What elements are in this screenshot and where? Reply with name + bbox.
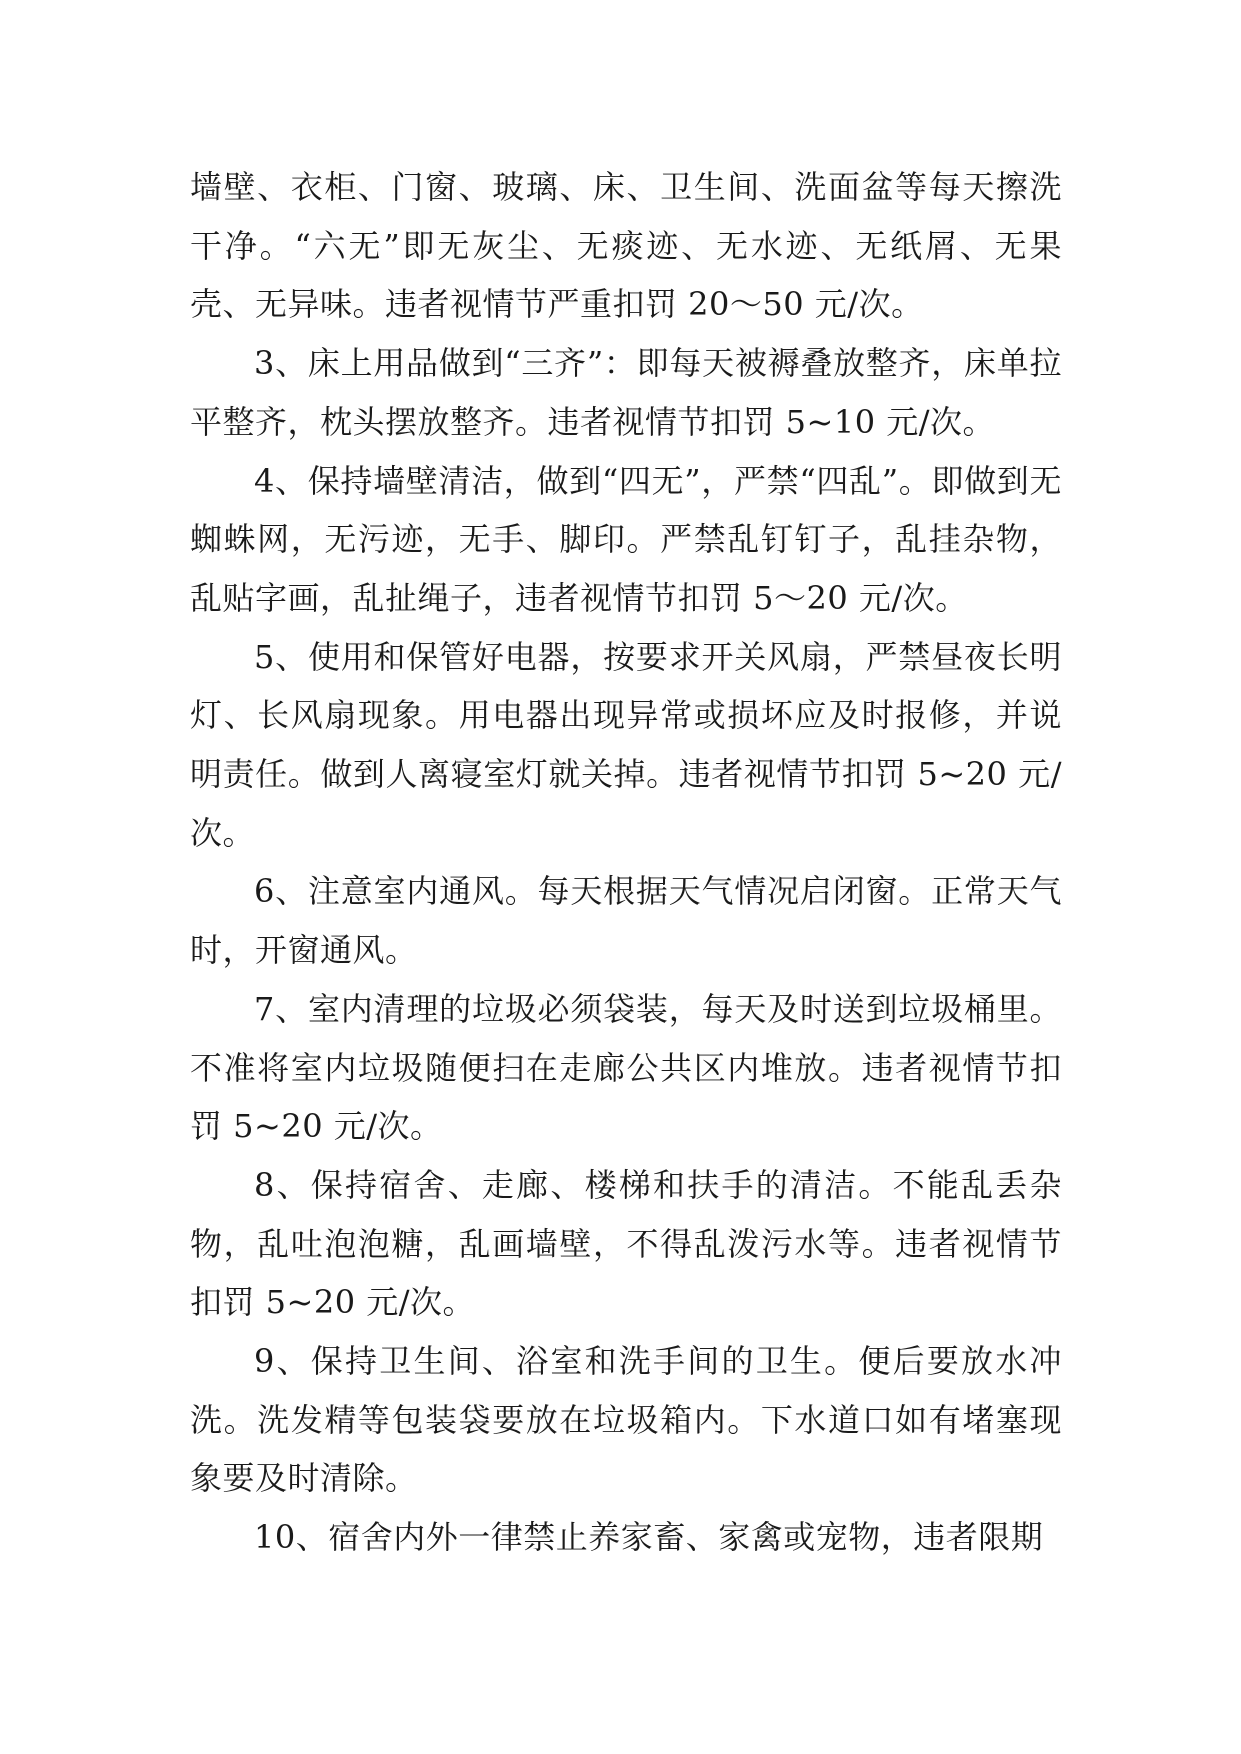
paragraph-rule-7: 7、室内清理的垃圾必须袋装，每天及时送到垃圾桶里。不准将室内垃圾随便扫在走廊公共区内堆放。违者视情节扣罚 5~20 元/次。 — [190, 989, 1062, 1146]
paragraph-continuation: 墙壁、衣柜、门窗、玻璃、床、卫生间、洗面盆等每天擦洗干净。“六无”即无灰尘、无痰迹、无水迹、无纸屑、无果壳、无异味。违者视情节严重扣罚 20～50 元/次。 — [190, 168, 1062, 324]
paragraph-rule-8: 8、保持宿舍、走廊、楼梯和扶手的清洁。不能乱丢杂物，乱吐泡泡糖，乱画墙壁，不得乱泼污水等。违者视情节扣罚 5~20 元/次。 — [190, 1165, 1062, 1322]
paragraph-rule-3: 3、床上用品做到“三齐”：即每天被褥叠放整齐，床单拉平整齐，枕头摆放整齐。违者视情节扣罚 5~10 元/次。 — [190, 344, 1062, 441]
paragraph-rule-10: 10、宿舍内外一律禁止养家畜、家禽或宠物，违者限期 — [254, 1518, 1044, 1557]
paragraph-rule-4: 4、保持墙壁清洁，做到“四无”，严禁“四乱”。即做到无蜘蛛网，无污迹，无手、脚印。严禁乱钉钉子，乱挂杂物，乱贴字画，乱扯绳子，违者视情节扣罚 5～20 元/次。 — [190, 461, 1062, 617]
paragraph-rule-6: 6、注意室内通风。每天根据天气情况启闭窗。正常天气时，开窗通风。 — [190, 872, 1062, 970]
paragraph-rule-9: 9、保持卫生间、浴室和洗手间的卫生。便后要放水冲洗。洗发精等包装袋要放在垃圾箱内。下水道口如有堵塞现象要及时清除。 — [190, 1342, 1062, 1498]
document-body — [190, 158, 1062, 1567]
paragraph-rule-5: 5、使用和保管好电器，按要求开关风扇，严禁昼夜长明灯、长风扇现象。用电器出现异常或损坏应及时报修，并说明责任。做到人离寝室灯就关掉。违者视情节扣罚 5~20 元/次。 — [190, 637, 1062, 852]
